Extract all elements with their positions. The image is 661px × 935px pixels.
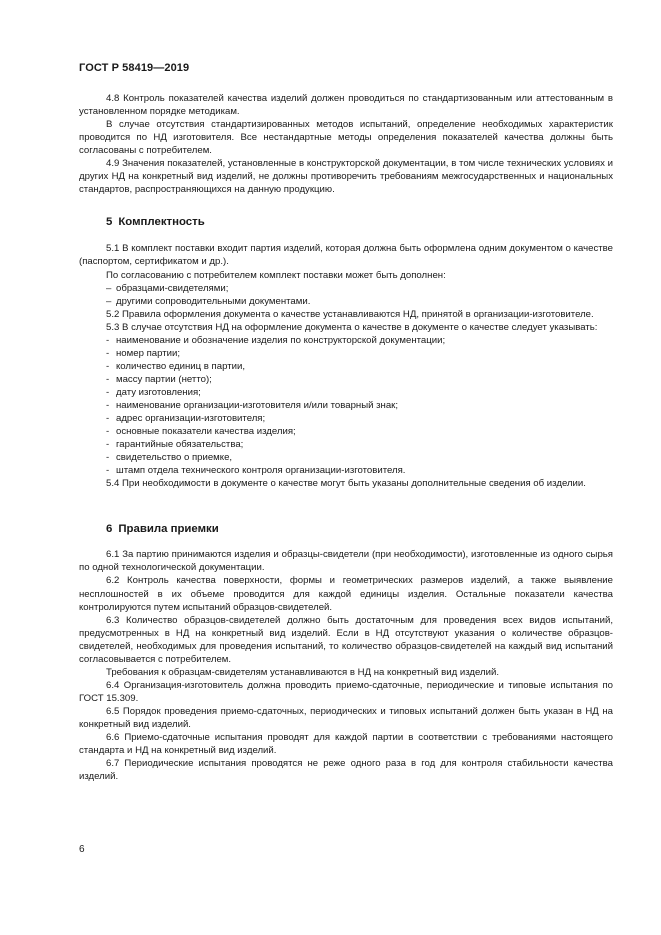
paragraph: 6.6 Приемо-сдаточные испытания проводят для каждой партии в соответствии с требованиями настоящего стандарта и НД на конкретный вид изделий. (79, 732, 613, 757)
list-item: - наименование и обозначение изделия по конструкторской документации; (106, 334, 446, 346)
list-dash: - (106, 334, 110, 346)
list-dash: - (106, 439, 110, 451)
paragraph: 5.1 В комплект поставки входит партия изделий, которая должна быть оформлена одним документом о качестве (паспортом, сертификатом и др.). (79, 243, 613, 268)
list-dash: – (106, 282, 112, 294)
paragraph: В случае отсутствия стандартизированных методов испытаний, определение необходимых характеристик проводится по НД изготовителя. Все нестандартные методы определения показателей качества должны быть согласованы с потребителем. (79, 119, 613, 157)
paragraph: По согласованию с потребителем комплект поставки может быть дополнен: (106, 269, 446, 281)
paragraph: Требования к образцам-свидетелям устанавливаются в НД на конкретный вид изделий. (106, 666, 499, 678)
section-title: Комплектность (118, 216, 205, 229)
paragraph: 5.3 В случае отсутствия НД на оформление документа о качестве в документе о качестве следует указывать: (106, 321, 598, 333)
list-item: - свидетельство о приемке, (106, 452, 233, 464)
section-heading-5 (79, 216, 613, 229)
list-item: - дату изготовления; (106, 386, 201, 398)
list-dash: – (106, 295, 112, 307)
paragraph: 5.2 Правила оформления документа о качестве устанавливаются НД, принятой в организации-изготовителе. (106, 308, 594, 320)
list-dash: - (106, 347, 110, 359)
list-item: – другими сопроводительными документами. (106, 295, 311, 307)
paragraph: 6.4 Организация-изготовитель должна проводить приемо-сдаточные, периодические и типовые испытания по ГОСТ 15.309. (79, 679, 613, 704)
paragraph: 6.5 Порядок проведения приемо-сдаточных, периодических и типовых испытаний должен быть указан в НД на конкретный вид изделий. (79, 705, 613, 730)
paragraph: 6.1 За партию принимаются изделия и образцы-свидетели (при необходимости), изготовленные из одного сырья по одной технологической документации. (79, 549, 613, 574)
list-dash: - (106, 399, 110, 411)
section-heading-6 (79, 523, 613, 536)
list-dash: - (106, 452, 110, 464)
list-dash: - (106, 465, 110, 477)
list-item: - номер партии; (106, 347, 180, 359)
list-item: - штамп отдела технического контроля организации-изготовителя. (106, 465, 406, 477)
section-number: 5 (106, 216, 113, 229)
document-body (79, 92, 613, 783)
list-item: – образцами-свидетелями; (106, 282, 229, 294)
paragraph: 6.2 Контроль качества поверхности, формы и геометрических размеров изделий, а также выявление несплошностей в их объеме проводится для каждой единицы изделия. Остальные показатели качества контролируются путем испытаний образцов-свидетелей. (79, 575, 613, 613)
list-item: - массу партии (нетто); (106, 373, 212, 385)
section-number: 6 (106, 523, 113, 536)
list-dash: - (106, 373, 110, 385)
paragraph: 5.4 При необходимости в документе о качестве могут быть указаны дополнительные сведения об изделии. (106, 478, 586, 490)
list-item: - адрес организации-изготовителя; (106, 413, 266, 425)
section-title: Правила приемки (118, 523, 219, 536)
list-item: - гарантийные обязательства; (106, 439, 244, 451)
page-number: 6 (79, 844, 85, 855)
paragraph: 6.7 Периодические испытания проводятся не реже одного раза в год для контроля стабильности качества изделий. (79, 758, 613, 783)
list-dash: - (106, 360, 110, 372)
list-dash: - (106, 386, 110, 398)
list-item: - основные показатели качества изделия; (106, 426, 296, 438)
document-header: ГОСТ Р 58419—2019 (79, 62, 190, 74)
list-item: - количество единиц в партии, (106, 360, 245, 372)
list-dash: - (106, 426, 110, 438)
list-item: - наименование организации-изготовителя и/или товарный знак; (106, 399, 399, 411)
paragraph: 6.3 Количество образцов-свидетелей должно быть достаточным для проведения всех видов испытаний, предусмотренных в НД на конкретный вид изделий. Если в НД отсутствуют указания о количестве образцов-свидетелей, необходимых для проведения испытаний, то количество образцов-свидетелей на каждый вид испытаний согласовывается с потребителем. (79, 614, 613, 665)
paragraph: 4.9 Значения показателей, установленные в конструкторской документации, в том числе технических условиях и других НД на конкретный вид изделий, не должны противоречить требованиям межгосударственных и национальных стандартов, распространяющихся на данную продукцию. (79, 158, 613, 196)
paragraph: 4.8 Контроль показателей качества изделий должен проводиться по стандартизованным или аттестованным в установленном порядке методикам. (79, 93, 613, 118)
list-dash: - (106, 413, 110, 425)
